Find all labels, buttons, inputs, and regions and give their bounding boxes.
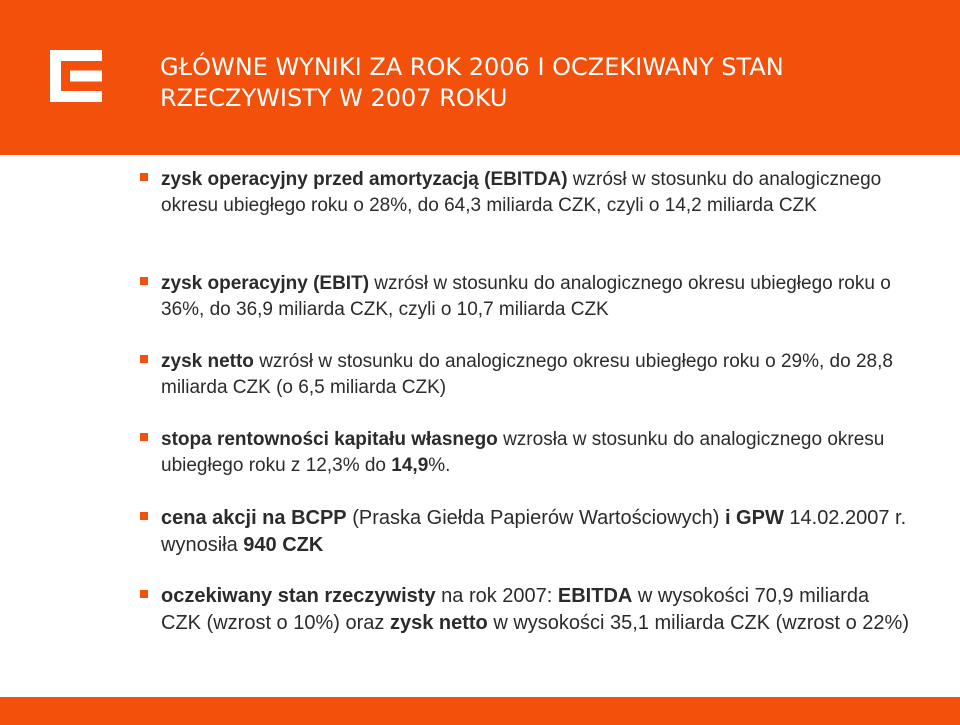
bullet-square-icon [140,173,148,181]
bullet-square-icon [140,590,148,598]
bullet-rest: wzrósł w stosunku do analogicznego okresu ubiegłego roku o 36%, do 36,9 miliarda CZK, czyli o 10,7 miliarda CZK [161,273,891,320]
bullet-bold: zysk operacyjny (EBIT) [161,273,370,294]
bullet-bold: zysk operacyjny przed amortyzacją (EBITDA) [161,169,568,190]
bullet-bold-gpw: i GPW [724,507,784,529]
bullet-bold: stopa rentowności kapitału własnego [161,429,498,450]
bullet-text [161,349,910,401]
bullet-rest-ebitda: w wysokości 70,9 miliarda CZK (wzrost o 10%) oraz [161,585,870,634]
bullet-text [161,505,910,559]
bullet-share-price [140,505,910,559]
bullet-text [161,427,910,479]
bullet-bold: zysk netto [161,351,254,372]
bullet-bold-net-profit: zysk netto [389,612,488,634]
bullet-text [161,583,910,637]
bullet-square-icon [140,433,148,441]
bullet-bold-price: 940 CZK [243,534,324,556]
bullet-ebitda [140,167,910,219]
title-line-2: RZECZYWISTY W 2007 ROKU [160,84,508,112]
bullet-rest-net-profit: w wysokości 35,1 miliarda CZK (wzrost o 22%) [487,612,909,634]
bullet-outlook-2007 [140,583,910,637]
bullet-text [161,167,910,219]
bullet-square-icon [140,512,148,520]
bullet-rest: na rok 2007: [435,585,558,607]
bullet-rest-date: 14.02.2007 r. wynosiła [161,507,907,556]
bullet-bold: oczekiwany stan rzeczywisty [161,585,436,607]
footer-bar [0,697,960,725]
bullet-bold: cena akcji na BCPP [161,507,347,529]
bullet-roe [140,427,910,479]
bullet-bold-ebitda: EBITDA [557,585,633,607]
bullet-square-icon [140,355,148,363]
bullet-rest: wzrósł w stosunku do analogicznego okresu ubiegłego roku o 29%, do 28,8 miliarda CZK (o 6,5 miliarda CZK) [161,351,893,398]
bullet-rest: wzrosła w stosunku do analogicznego okresu ubiegłego roku z 12,3% do [161,429,885,476]
title-line-1: GŁÓWNE WYNIKI ZA ROK 2006 I OCZEKIWANY STAN [160,53,784,81]
bullet-rest: wzrósł w stosunku do analogicznego okresu ubiegłego roku o 28%, do 64,3 miliarda CZK, czyli o 14,2 miliarda CZK [161,169,882,216]
bullet-rest-end: %. [428,455,451,476]
bullet-rest: (Praska Giełda Papierów Wartościowych) [346,507,725,529]
bullet-net-profit [140,349,910,401]
bullet-square-icon [140,277,148,285]
bullet-text [161,271,910,323]
bullet-bold-value: 14,9 [391,455,429,476]
bullet-ebit [140,271,910,323]
